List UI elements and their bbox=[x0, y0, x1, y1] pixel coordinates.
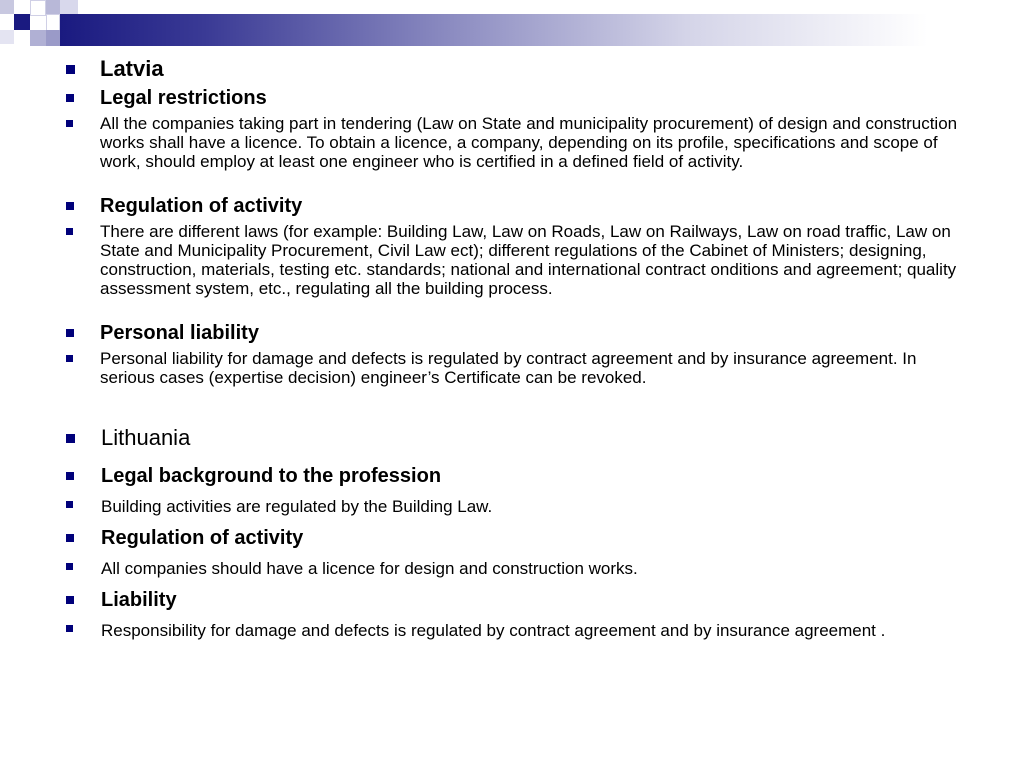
lithuania-liability-title: Liability bbox=[101, 589, 971, 611]
lithuania-legal-background-title: Legal background to the profession bbox=[101, 465, 971, 487]
corner-square-decoration bbox=[60, 0, 78, 14]
latvia-heading: Latvia bbox=[100, 57, 970, 81]
corner-square-decoration bbox=[30, 0, 46, 16]
latvia-legal-restrictions-text: All the companies taking part in tendering (Law on State and municipality procurement) of design and construction works shall have a licence. To obtain a licence, a company, depending on its profile, specifications and scope of work, should employ at least one engineer who is certified in a defined field of activity. bbox=[100, 114, 970, 171]
lithuania-liability-text: Responsibility for damage and defects is regulated by contract agreement and by insurance agreement . bbox=[101, 619, 971, 643]
corner-square-decoration bbox=[14, 14, 30, 30]
corner-square-decoration bbox=[0, 0, 14, 14]
corner-square-decoration bbox=[46, 30, 60, 46]
header-gradient-banner bbox=[60, 14, 1024, 46]
lithuania-regulation-text: All companies should have a licence for design and construction works. bbox=[101, 557, 971, 581]
latvia-regulation-title: Regulation of activity bbox=[100, 195, 970, 217]
corner-square-decoration bbox=[30, 30, 46, 46]
latvia-personal-liability-text: Personal liability for damage and defects is regulated by contract agreement and by insurance agreement. In serious cases (expertise decision) engineer’s Certificate can be revoked. bbox=[100, 349, 970, 387]
corner-square-decoration bbox=[0, 30, 14, 44]
latvia-personal-liability-title: Personal liability bbox=[100, 322, 970, 344]
lithuania-regulation-title: Regulation of activity bbox=[101, 527, 971, 549]
latvia-legal-restrictions-title: Legal restrictions bbox=[100, 87, 970, 109]
latvia-regulation-text: There are different laws (for example: Building Law, Law on Roads, Law on Railways, Law on road traffic, Law on State and Municipality Procurement, Civil Law ect); different regulations of the Cabinet of Ministers; designing, construction, materials, testing etc. standards; national and international contract onditions and agreement; quality assessment system, etc., regulating all the building process. bbox=[100, 222, 970, 298]
lithuania-legal-background-text: Building activities are regulated by the Building Law. bbox=[101, 495, 971, 519]
lithuania-heading: Lithuania bbox=[101, 426, 971, 450]
